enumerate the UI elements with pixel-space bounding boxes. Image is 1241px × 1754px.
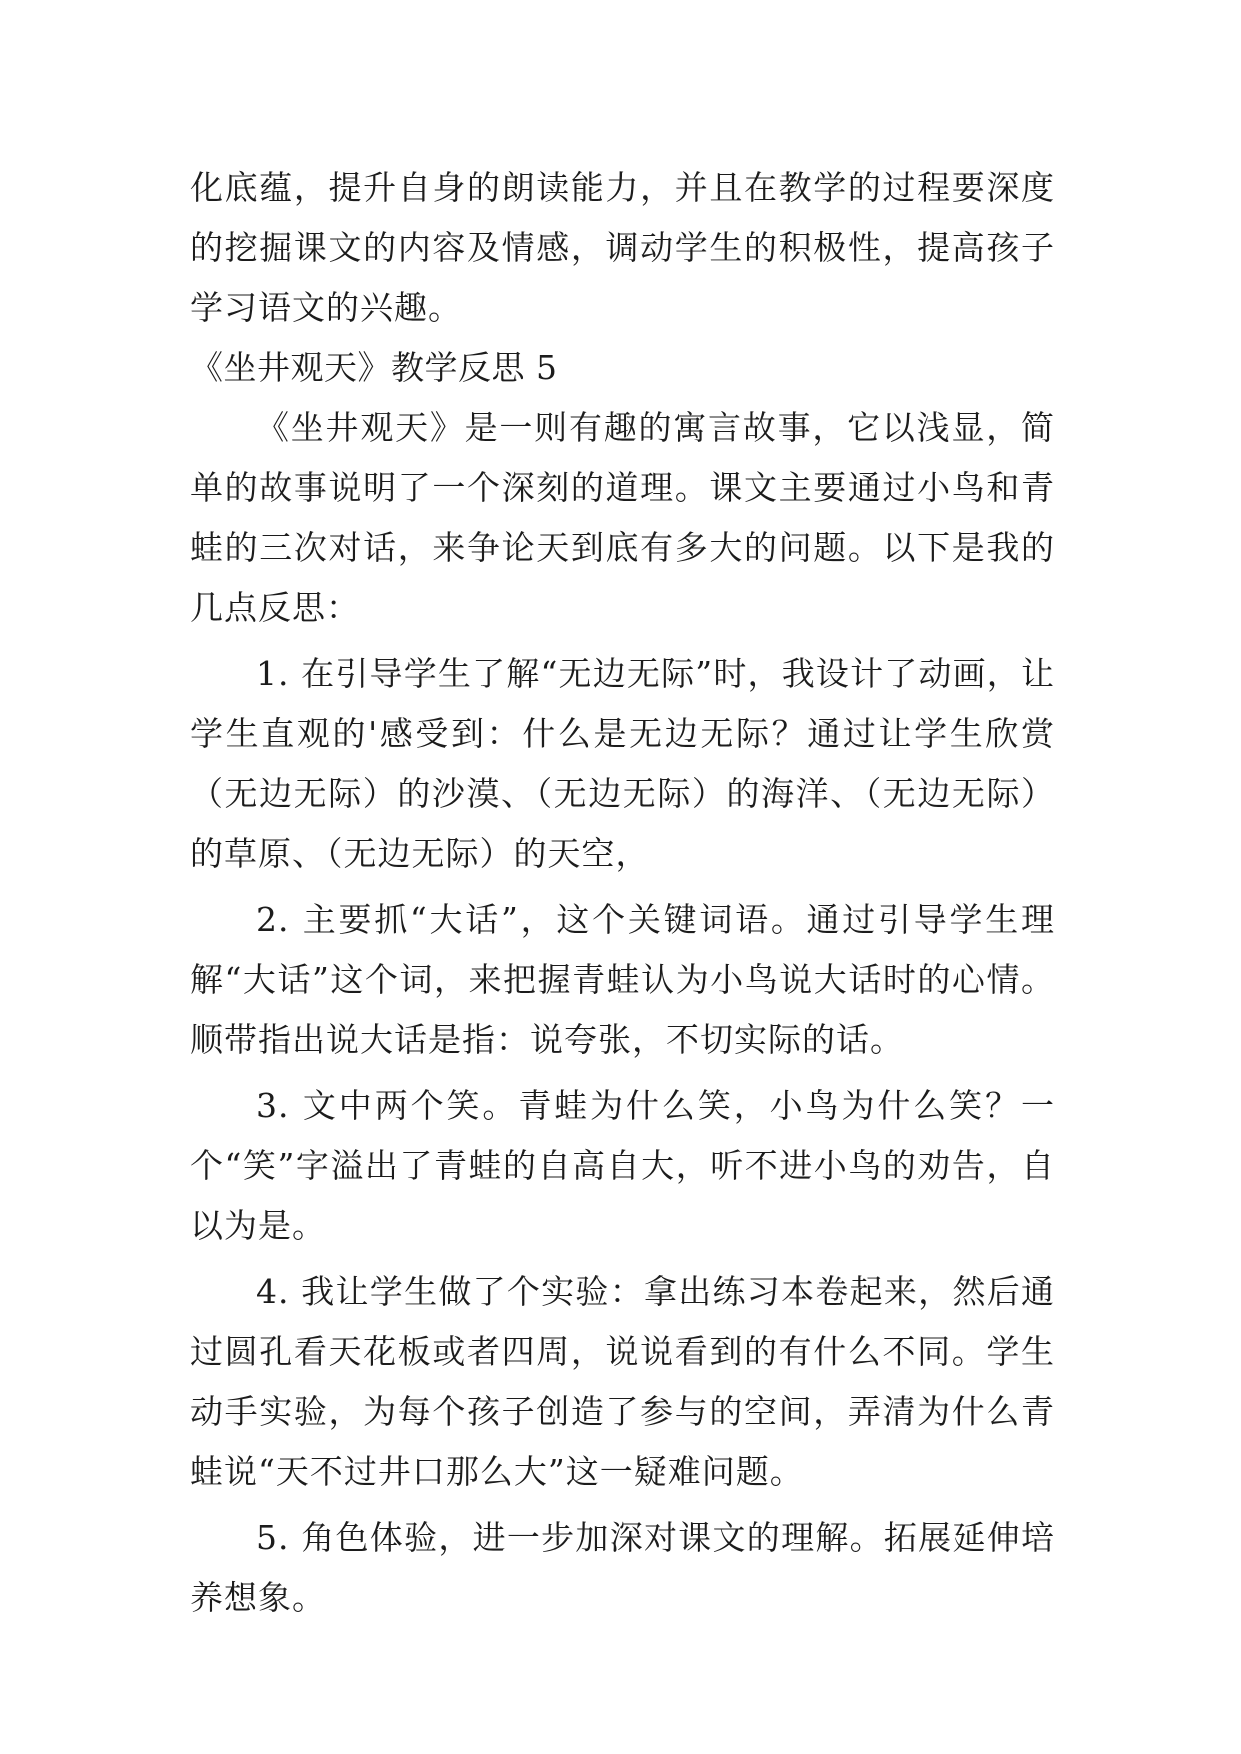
intro-paragraph: 《坐井观天》是一则有趣的寓言故事，它以浅显，简单的故事说明了一个深刻的道理。课文主要通过小鸟和青蛙的三次对话，来争论天到底有多大的问题。以下是我的几点反思： (190, 408, 1055, 627)
reflection-item-1: 1. 在引导学生了解“无边无际”时，我设计了动画，让学生直观的'感受到：什么是无边无际？通过让学生欣赏（无边无际）的沙漠、（无边无际）的海洋、（无边无际）的草原、（无边无际）的天空， (190, 654, 1055, 873)
reflection-item-3: 3. 文中两个笑。青蛙为什么笑，小鸟为什么笑？一个“笑”字溢出了青蛙的自高自大，听不进小鸟的劝告，自以为是。 (190, 1086, 1055, 1245)
reflection-item-2: 2. 主要抓“大话”，这个关键词语。通过引导学生理解“大话”这个词，来把握青蛙认为小鸟说大话时的心情。顺带指出说大话是指：说夸张，不切实际的话。 (190, 900, 1055, 1059)
paragraph-continuation: 化底蕴，提升自身的朗读能力，并且在教学的过程要深度的挖掘课文的内容及情感，调动学生的积极性，提高孩子学习语文的兴趣。 (190, 168, 1055, 327)
reflection-item-5: 5. 角色体验，进一步加深对课文的理解。拓展延伸培养想象。 (190, 1518, 1055, 1617)
document-body (190, 158, 1055, 1628)
reflection-item-4: 4. 我让学生做了个实验：拿出练习本卷起来，然后通过圆孔看天花板或者四周，说说看到的有什么不同。学生动手实验，为每个孩子创造了参与的空间，弄清为什么青蛙说“天不过井口那么大”这一疑难问题。 (190, 1272, 1055, 1491)
section-heading: 《坐井观天》教学反思 5 (190, 348, 558, 387)
